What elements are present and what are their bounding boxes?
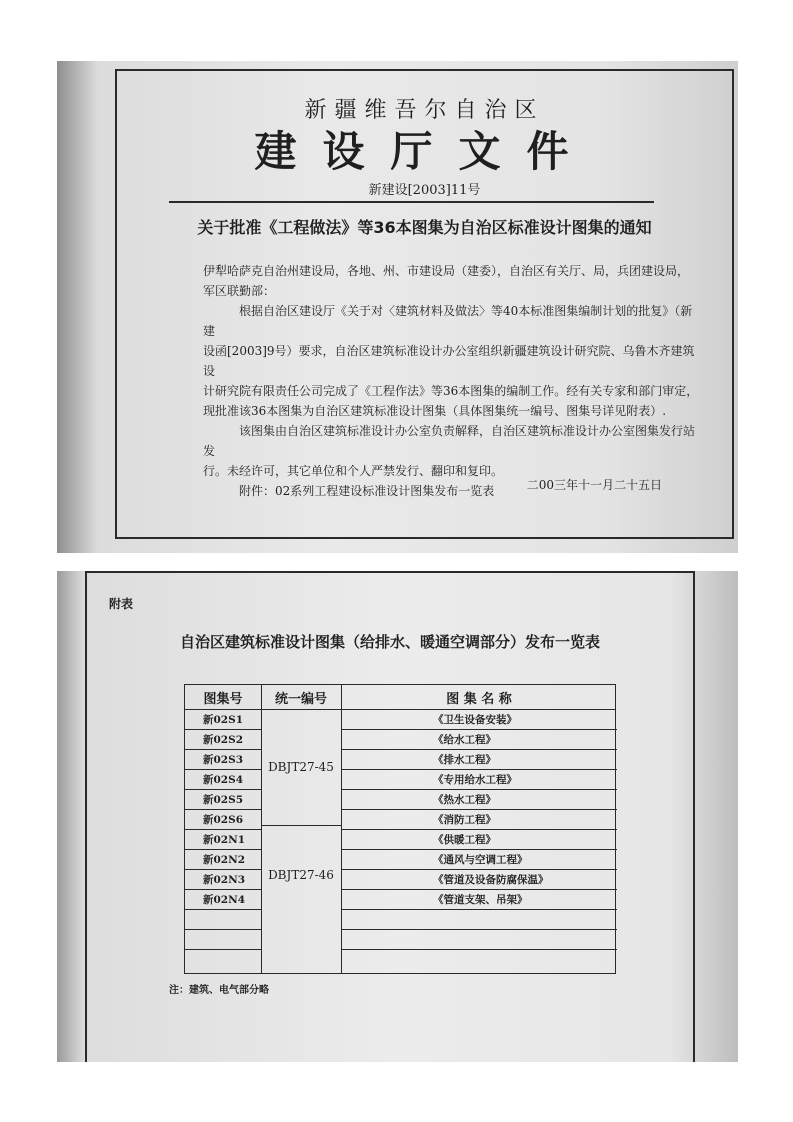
notice-photo: [57, 61, 738, 553]
notice-subject: 关于批准《工程做法》等36本图集为自治区标准设计图集的通知: [197, 218, 652, 237]
notice-doc-number: 新建设[2003]11号: [368, 183, 481, 198]
appendix-frame: [85, 571, 695, 1062]
attachment-line: 附件：02系列工程建设标准设计图集发布一览表: [239, 484, 495, 498]
notice-issuer: 新疆维吾尔自治区: [304, 98, 545, 123]
row-rule: [185, 889, 261, 890]
table-cell-name: 《给水工程》: [433, 733, 496, 746]
table-cell-code: 新02N2: [203, 853, 246, 866]
row-rule: [341, 749, 617, 750]
table-cell-name: 《通风与空调工程》: [433, 853, 528, 866]
table-cell-code: 新02N4: [203, 893, 246, 906]
table-cell-name: 《管道支架、吊架》: [433, 893, 528, 906]
notice-body: [203, 261, 703, 501]
row-rule: [341, 909, 617, 910]
row-rule: [185, 789, 261, 790]
table-cell-name: 《热水工程》: [433, 793, 496, 806]
notice-frame: [115, 69, 734, 539]
row-rule: [341, 789, 617, 790]
table-cell-name: 《供暖工程》: [433, 833, 496, 846]
row-rule: [341, 809, 617, 810]
appendix-title: 自治区建筑标准设计图集（给排水、暖通空调部分）发布一览表: [179, 633, 600, 651]
notice-divider: [169, 201, 654, 203]
header-code: 图集号: [203, 691, 243, 707]
table-cell-code: 新02S1: [203, 713, 244, 726]
unified-number: DBJT27-46: [268, 868, 334, 882]
row-rule: [341, 829, 617, 830]
unified-number: DBJT27-45: [268, 760, 334, 774]
row-rule: [185, 809, 261, 810]
row-rule: [185, 729, 261, 730]
table-cell-name: 《专用给水工程》: [433, 773, 517, 786]
row-rule: [185, 769, 261, 770]
appendix-label: 附表: [109, 597, 134, 611]
appendix-note: 注：建筑、电气部分略: [169, 985, 269, 996]
row-rule: [341, 849, 617, 850]
table-cell-code: 新02S6: [203, 813, 244, 826]
row-rule: [341, 929, 617, 930]
header-unified: 统一编号: [274, 691, 327, 707]
table-cell-code: 新02N3: [203, 873, 246, 886]
row-rule: [185, 849, 261, 850]
addressee-line: 伊犁哈萨克自治州建设局，各地、州、市建设局（建委），自治区有关厅、局，兵团建设局，: [203, 264, 690, 278]
table-cell-name: 《管道及设备防腐保温》: [433, 873, 549, 886]
row-rule: [185, 909, 261, 910]
table-cell-code: 新02S5: [203, 793, 244, 806]
table-cell-code: 新02S4: [203, 773, 244, 786]
body-line: 行。未经许可，其它单位和个人严禁发行、翻印和复印。: [203, 464, 504, 478]
body-line: 该图集由自治区建筑标准设计办公室负责解释，自治区建筑标准设计办公室图集发行站发: [203, 424, 696, 458]
row-rule: [185, 949, 261, 950]
header-name: 图 集 名 称: [446, 691, 512, 707]
table-cell-code: 新02N1: [203, 833, 246, 846]
body-line: 现批准该36本图集为自治区建筑标准设计图集（具体图集统一编号、图集号详见附表）.: [203, 404, 667, 418]
notice-title: 建设厅文件: [254, 127, 595, 176]
table-cell-name: 《卫生设备安装》: [433, 713, 517, 726]
row-rule: [341, 869, 617, 870]
table-cell-code: 新02S2: [203, 733, 244, 746]
row-rule: [185, 749, 261, 750]
table-cell-code: 新02S3: [203, 753, 244, 766]
body-line: 根据自治区建设厅《关于对〈建筑材料及做法〉等40本标准图集编制计划的批复》（新建: [203, 304, 693, 338]
row-rule: [341, 889, 617, 890]
row-rule: [185, 929, 261, 930]
appendix-table: [184, 684, 616, 974]
notice-date: 二00三年十一月二十五日: [526, 478, 662, 492]
row-rule: [341, 769, 617, 770]
row-rule: [185, 829, 261, 830]
body-line: 设函[2003]9号）要求，自治区建筑标准设计办公室组织新疆建筑设计研究院、乌鲁木齐建筑设: [203, 344, 695, 378]
table-cell-name: 《消防工程》: [433, 813, 496, 826]
body-line: 计研究院有限责任公司完成了《工程作法》等36本图集的编制工作。经有关专家和部门审定，: [203, 384, 699, 398]
addressee-line: 军区联勤部：: [203, 284, 276, 298]
appendix-photo: [57, 571, 738, 1062]
row-rule: [341, 949, 617, 950]
row-rule: [341, 729, 617, 730]
table-cell-name: 《排水工程》: [433, 753, 496, 766]
row-rule: [185, 869, 261, 870]
